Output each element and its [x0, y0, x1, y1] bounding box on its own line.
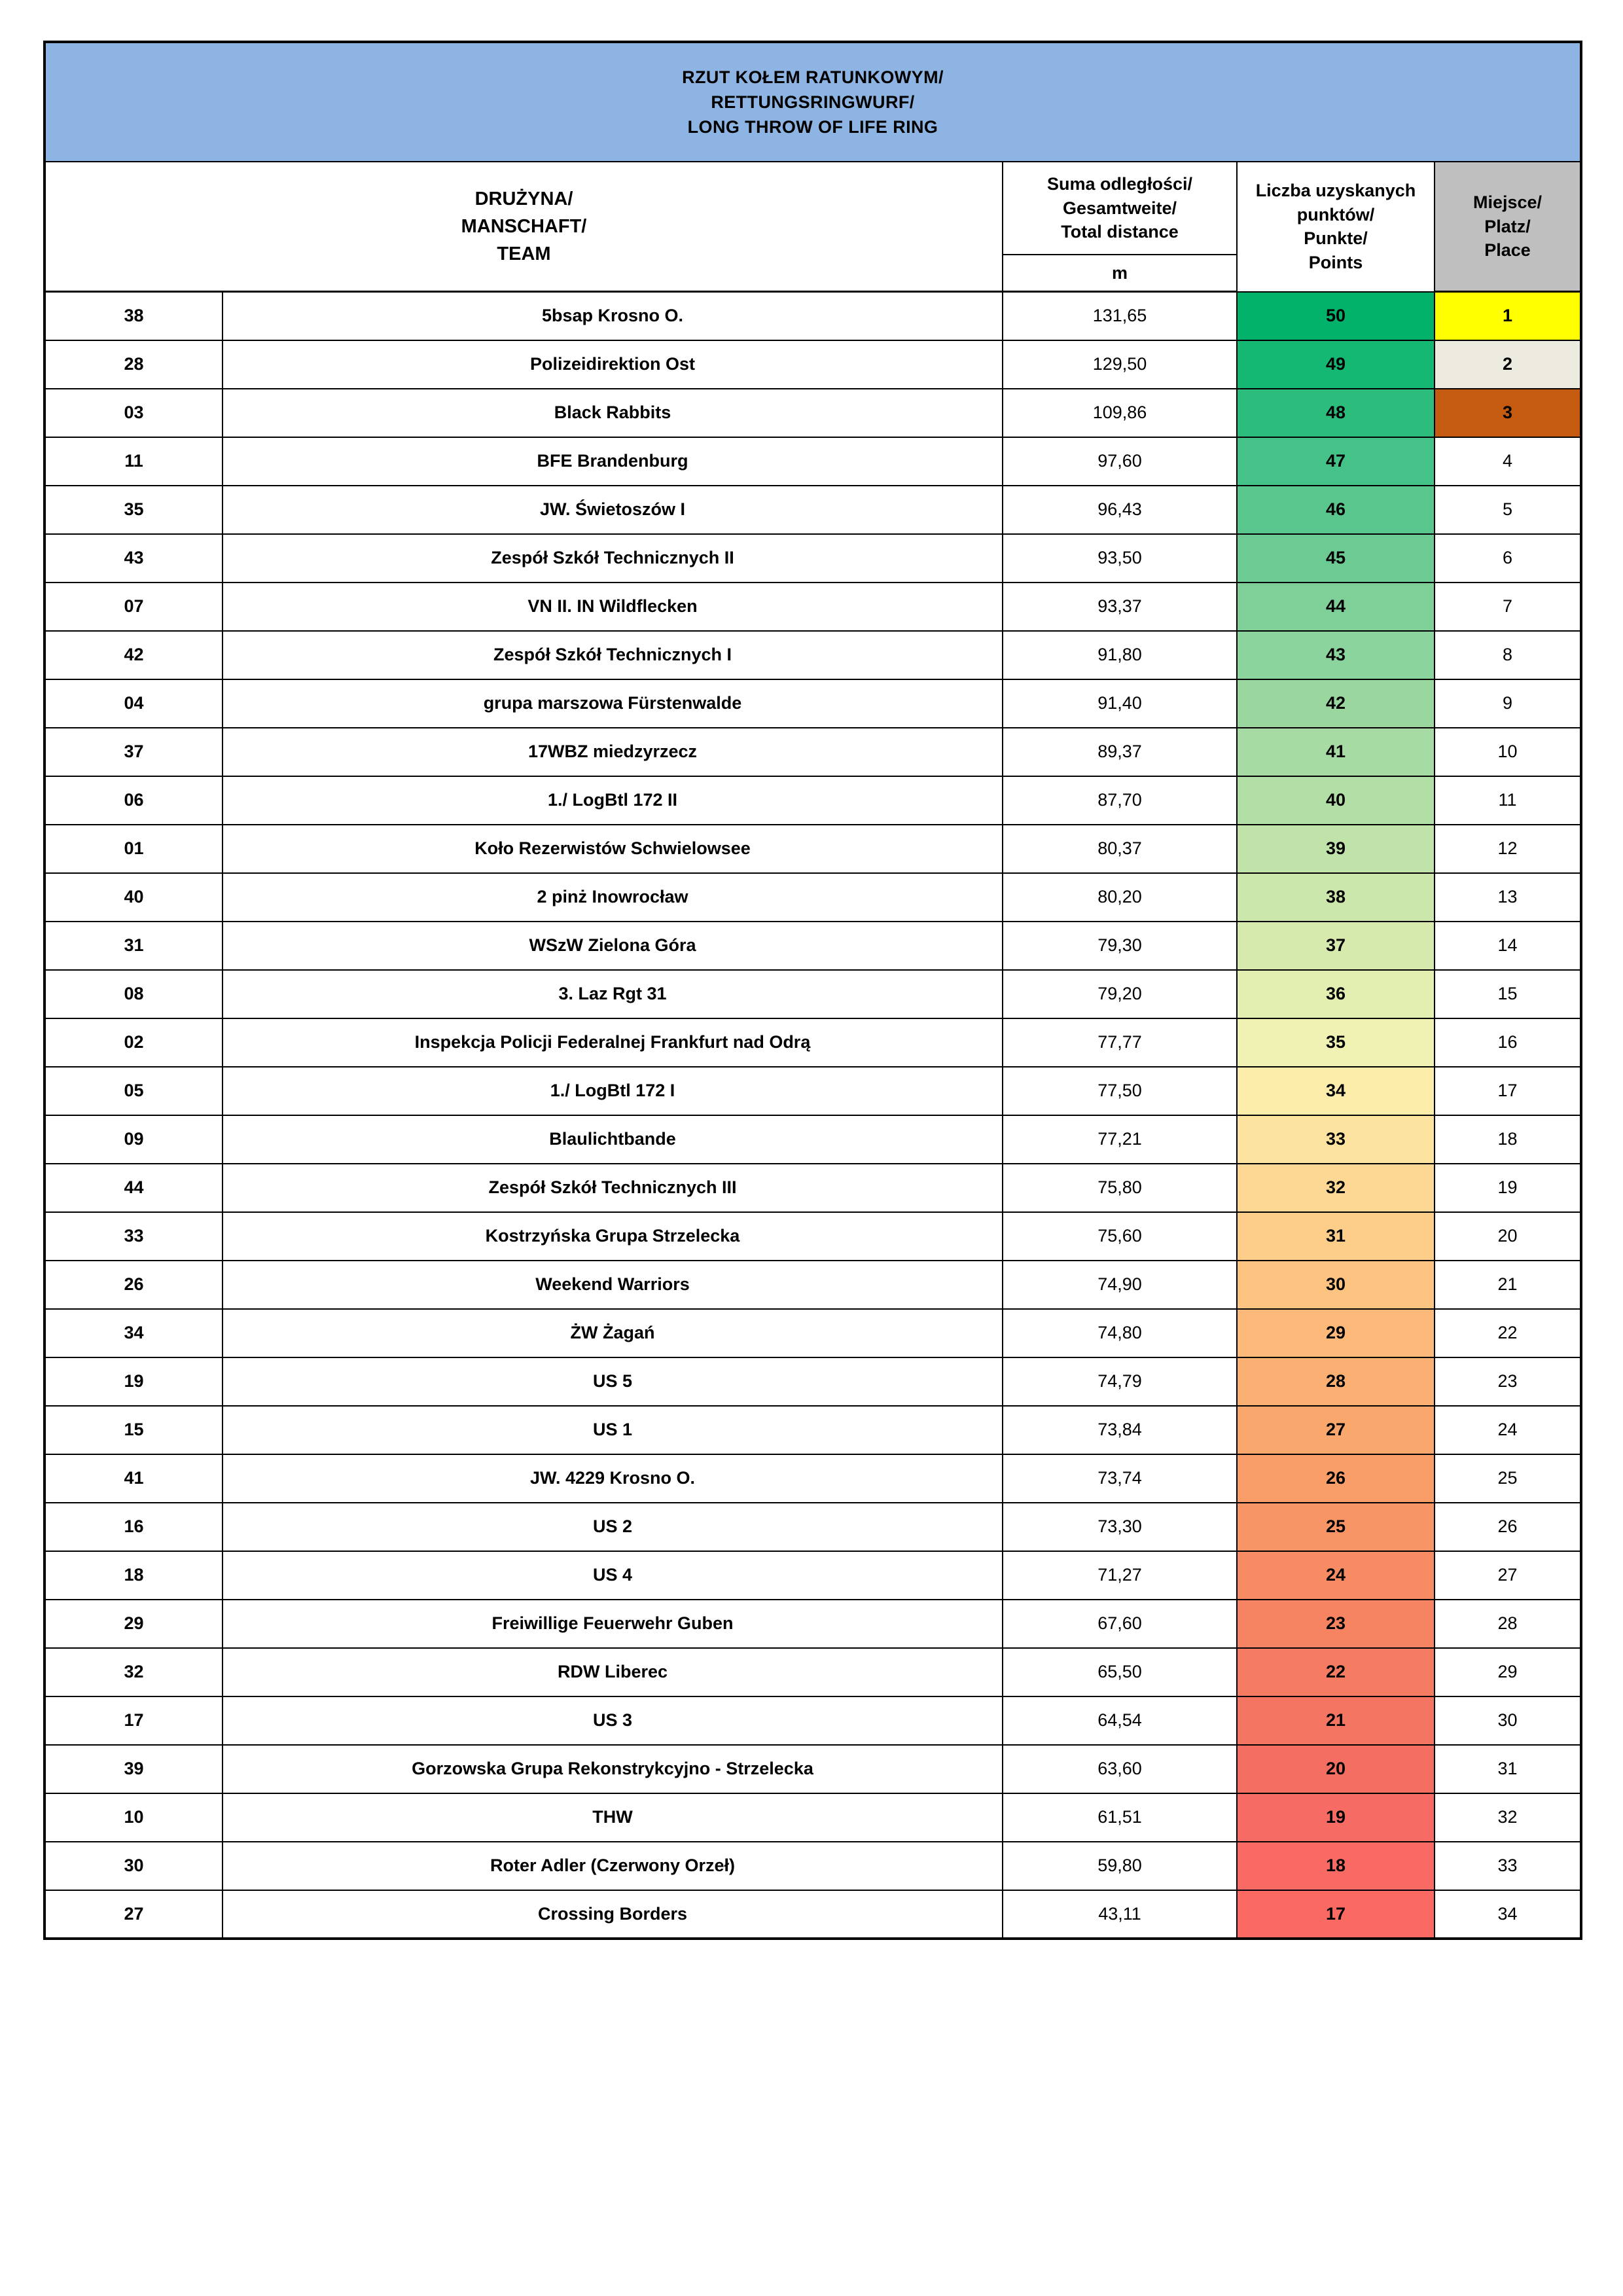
table-row: [45, 1503, 1581, 1551]
row-team-name: 1./ LogBtl 172 II: [223, 776, 1003, 825]
row-total-distance: 109,86: [1003, 389, 1237, 437]
table-row: [45, 1842, 1581, 1890]
row-points: 32: [1237, 1164, 1435, 1212]
row-place: 19: [1435, 1164, 1581, 1212]
row-number: 10: [45, 1793, 223, 1842]
row-total-distance: 61,51: [1003, 1793, 1237, 1842]
header-distance-pl: Suma odległości/: [1046, 174, 1193, 194]
table-row: [45, 1115, 1581, 1164]
row-points: 39: [1237, 825, 1435, 873]
row-total-distance: 64,54: [1003, 1696, 1237, 1745]
row-points: 27: [1237, 1406, 1435, 1454]
row-number: 16: [45, 1503, 223, 1551]
row-number: 29: [45, 1600, 223, 1648]
table-row: [45, 1890, 1581, 1939]
row-number: 04: [45, 679, 223, 728]
row-total-distance: 73,30: [1003, 1503, 1237, 1551]
row-place: 20: [1435, 1212, 1581, 1261]
row-place: 26: [1435, 1503, 1581, 1551]
row-number: 34: [45, 1309, 223, 1357]
row-total-distance: 75,60: [1003, 1212, 1237, 1261]
row-total-distance: 77,50: [1003, 1067, 1237, 1115]
row-total-distance: 65,50: [1003, 1648, 1237, 1696]
row-team-name: grupa marszowa Fürstenwalde: [223, 679, 1003, 728]
row-place: 1: [1435, 292, 1581, 340]
header-place-en: Place: [1484, 240, 1531, 260]
header-team: [45, 162, 1003, 292]
row-number: 11: [45, 437, 223, 486]
row-number: 40: [45, 873, 223, 922]
row-number: 15: [45, 1406, 223, 1454]
row-total-distance: 80,20: [1003, 873, 1237, 922]
row-team-name: US 5: [223, 1357, 1003, 1406]
table-row: [45, 1454, 1581, 1503]
table-row: [45, 1067, 1581, 1115]
row-total-distance: 74,79: [1003, 1357, 1237, 1406]
row-place: 24: [1435, 1406, 1581, 1454]
row-number: 28: [45, 340, 223, 389]
title-line-de: RETTUNGSRINGWURF/: [711, 92, 915, 112]
table-row: [45, 1696, 1581, 1745]
row-team-name: Inspekcja Policji Federalnej Frankfurt nad Odrą: [223, 1018, 1003, 1067]
row-points: 30: [1237, 1261, 1435, 1309]
row-total-distance: 97,60: [1003, 437, 1237, 486]
row-team-name: Polizeidirektion Ost: [223, 340, 1003, 389]
row-total-distance: 93,37: [1003, 583, 1237, 631]
table-row: [45, 437, 1581, 486]
header-place-de: Platz/: [1484, 216, 1531, 236]
row-place: 28: [1435, 1600, 1581, 1648]
row-total-distance: 77,21: [1003, 1115, 1237, 1164]
row-number: 06: [45, 776, 223, 825]
header-team-en: TEAM: [497, 243, 551, 265]
row-place: 13: [1435, 873, 1581, 922]
row-team-name: Black Rabbits: [223, 389, 1003, 437]
row-place: 32: [1435, 1793, 1581, 1842]
table-row: [45, 534, 1581, 583]
row-points: 18: [1237, 1842, 1435, 1890]
row-number: 19: [45, 1357, 223, 1406]
row-team-name: JW. Świetoszów I: [223, 486, 1003, 534]
row-team-name: Zespół Szkół Technicznych III: [223, 1164, 1003, 1212]
row-points: 45: [1237, 534, 1435, 583]
header-distance-unit: m: [1003, 255, 1237, 292]
row-total-distance: 73,84: [1003, 1406, 1237, 1454]
header-points-de: Punkte/: [1304, 228, 1368, 249]
row-team-name: Zespół Szkół Technicznych II: [223, 534, 1003, 583]
row-points: 38: [1237, 873, 1435, 922]
row-points: 29: [1237, 1309, 1435, 1357]
header-distance-en: Total distance: [1061, 222, 1179, 242]
row-team-name: RDW Liberec: [223, 1648, 1003, 1696]
table-header: [45, 42, 1581, 292]
table-row: [45, 1018, 1581, 1067]
row-place: 3: [1435, 389, 1581, 437]
table-row: [45, 583, 1581, 631]
row-number: 37: [45, 728, 223, 776]
row-points: 24: [1237, 1551, 1435, 1600]
table-row: [45, 631, 1581, 679]
table-row: [45, 728, 1581, 776]
row-team-name: Kostrzyńska Grupa Strzelecka: [223, 1212, 1003, 1261]
table-row: [45, 1406, 1581, 1454]
row-number: 35: [45, 486, 223, 534]
row-place: 31: [1435, 1745, 1581, 1793]
row-points: 22: [1237, 1648, 1435, 1696]
header-team-pl: DRUŻYNA/: [474, 188, 573, 209]
row-number: 09: [45, 1115, 223, 1164]
results-table: [43, 41, 1582, 1940]
row-place: 11: [1435, 776, 1581, 825]
header-points-en: Points: [1308, 252, 1363, 272]
row-number: 08: [45, 970, 223, 1018]
table-body: [45, 292, 1581, 1939]
row-points: 48: [1237, 389, 1435, 437]
header-place-pl: Miejsce/: [1472, 192, 1543, 213]
row-team-name: Roter Adler (Czerwony Orzeł): [223, 1842, 1003, 1890]
row-number: 33: [45, 1212, 223, 1261]
row-team-name: Blaulichtbande: [223, 1115, 1003, 1164]
row-place: 5: [1435, 486, 1581, 534]
row-team-name: JW. 4229 Krosno O.: [223, 1454, 1003, 1503]
header-points-pl-2: punktów/: [1296, 204, 1375, 224]
row-total-distance: 93,50: [1003, 534, 1237, 583]
row-place: 8: [1435, 631, 1581, 679]
title-line-pl: RZUT KOŁEM RATUNKOWYM/: [682, 67, 944, 87]
table-row: [45, 1793, 1581, 1842]
row-number: 38: [45, 292, 223, 340]
row-team-name: US 1: [223, 1406, 1003, 1454]
row-total-distance: 43,11: [1003, 1890, 1237, 1939]
title-line-en: LONG THROW OF LIFE RING: [687, 117, 938, 137]
row-total-distance: 74,80: [1003, 1309, 1237, 1357]
table-row: [45, 679, 1581, 728]
row-place: 12: [1435, 825, 1581, 873]
row-number: 07: [45, 583, 223, 631]
row-points: 46: [1237, 486, 1435, 534]
row-place: 17: [1435, 1067, 1581, 1115]
row-number: 03: [45, 389, 223, 437]
row-total-distance: 91,40: [1003, 679, 1237, 728]
row-place: 23: [1435, 1357, 1581, 1406]
row-points: 43: [1237, 631, 1435, 679]
row-number: 32: [45, 1648, 223, 1696]
row-total-distance: 129,50: [1003, 340, 1237, 389]
row-team-name: VN II. IN Wildflecken: [223, 583, 1003, 631]
row-team-name: Zespół Szkół Technicznych I: [223, 631, 1003, 679]
table-row: [45, 1648, 1581, 1696]
row-total-distance: 67,60: [1003, 1600, 1237, 1648]
row-team-name: US 3: [223, 1696, 1003, 1745]
row-place: 6: [1435, 534, 1581, 583]
row-number: 44: [45, 1164, 223, 1212]
row-team-name: THW: [223, 1793, 1003, 1842]
header-points: [1237, 162, 1435, 292]
table-row: [45, 1261, 1581, 1309]
row-place: 27: [1435, 1551, 1581, 1600]
row-total-distance: 79,20: [1003, 970, 1237, 1018]
row-points: 50: [1237, 292, 1435, 340]
row-number: 42: [45, 631, 223, 679]
row-team-name: 1./ LogBtl 172 I: [223, 1067, 1003, 1115]
row-points: 17: [1237, 1890, 1435, 1939]
row-total-distance: 74,90: [1003, 1261, 1237, 1309]
row-team-name: 17WBZ miedzyrzecz: [223, 728, 1003, 776]
table-row: [45, 340, 1581, 389]
row-place: 18: [1435, 1115, 1581, 1164]
header-place: [1435, 162, 1581, 292]
row-team-name: Gorzowska Grupa Rekonstrykcyjno - Strzelecka: [223, 1745, 1003, 1793]
row-team-name: 2 pinż Inowrocław: [223, 873, 1003, 922]
row-number: 26: [45, 1261, 223, 1309]
row-total-distance: 59,80: [1003, 1842, 1237, 1890]
row-place: 10: [1435, 728, 1581, 776]
row-place: 15: [1435, 970, 1581, 1018]
table-row: [45, 1309, 1581, 1357]
row-place: 2: [1435, 340, 1581, 389]
header-points-pl-1: Liczba uzyskanych: [1255, 181, 1416, 201]
row-points: 49: [1237, 340, 1435, 389]
row-points: 40: [1237, 776, 1435, 825]
row-place: 33: [1435, 1842, 1581, 1890]
row-points: 25: [1237, 1503, 1435, 1551]
row-points: 21: [1237, 1696, 1435, 1745]
row-number: 18: [45, 1551, 223, 1600]
row-points: 20: [1237, 1745, 1435, 1793]
row-place: 21: [1435, 1261, 1581, 1309]
row-points: 31: [1237, 1212, 1435, 1261]
row-place: 29: [1435, 1648, 1581, 1696]
row-number: 31: [45, 922, 223, 970]
table-row: [45, 486, 1581, 534]
row-points: 34: [1237, 1067, 1435, 1115]
row-points: 36: [1237, 970, 1435, 1018]
row-number: 17: [45, 1696, 223, 1745]
row-number: 41: [45, 1454, 223, 1503]
row-place: 30: [1435, 1696, 1581, 1745]
row-points: 23: [1237, 1600, 1435, 1648]
table-row: [45, 922, 1581, 970]
row-number: 30: [45, 1842, 223, 1890]
table-row: [45, 389, 1581, 437]
row-number: 01: [45, 825, 223, 873]
row-points: 33: [1237, 1115, 1435, 1164]
row-total-distance: 77,77: [1003, 1018, 1237, 1067]
row-total-distance: 131,65: [1003, 292, 1237, 340]
table-row: [45, 1551, 1581, 1600]
row-points: 44: [1237, 583, 1435, 631]
row-total-distance: 79,30: [1003, 922, 1237, 970]
row-number: 39: [45, 1745, 223, 1793]
row-place: 4: [1435, 437, 1581, 486]
table-row: [45, 1745, 1581, 1793]
row-total-distance: 80,37: [1003, 825, 1237, 873]
row-points: 42: [1237, 679, 1435, 728]
row-number: 05: [45, 1067, 223, 1115]
row-place: 25: [1435, 1454, 1581, 1503]
table-row: [45, 1212, 1581, 1261]
row-total-distance: 63,60: [1003, 1745, 1237, 1793]
row-points: 26: [1237, 1454, 1435, 1503]
row-team-name: WSzW Zielona Góra: [223, 922, 1003, 970]
table-row: [45, 1357, 1581, 1406]
row-team-name: Weekend Warriors: [223, 1261, 1003, 1309]
table-row: [45, 292, 1581, 340]
row-team-name: ŻW Żagań: [223, 1309, 1003, 1357]
row-team-name: US 4: [223, 1551, 1003, 1600]
row-place: 9: [1435, 679, 1581, 728]
row-points: 19: [1237, 1793, 1435, 1842]
row-number: 02: [45, 1018, 223, 1067]
row-team-name: BFE Brandenburg: [223, 437, 1003, 486]
row-team-name: US 2: [223, 1503, 1003, 1551]
table-row: [45, 776, 1581, 825]
competition-title: [45, 42, 1581, 162]
row-team-name: Crossing Borders: [223, 1890, 1003, 1939]
row-total-distance: 71,27: [1003, 1551, 1237, 1600]
row-place: 34: [1435, 1890, 1581, 1939]
row-place: 22: [1435, 1309, 1581, 1357]
row-points: 37: [1237, 922, 1435, 970]
row-total-distance: 73,74: [1003, 1454, 1237, 1503]
title-row: [45, 42, 1581, 162]
row-team-name: 5bsap Krosno O.: [223, 292, 1003, 340]
row-points: 35: [1237, 1018, 1435, 1067]
row-number: 43: [45, 534, 223, 583]
row-points: 28: [1237, 1357, 1435, 1406]
header-row: [45, 162, 1581, 255]
row-team-name: Koło Rezerwistów Schwielowsee: [223, 825, 1003, 873]
row-place: 14: [1435, 922, 1581, 970]
row-place: 7: [1435, 583, 1581, 631]
row-number: 27: [45, 1890, 223, 1939]
row-team-name: Freiwillige Feuerwehr Guben: [223, 1600, 1003, 1648]
header-distance: [1003, 162, 1237, 255]
row-total-distance: 91,80: [1003, 631, 1237, 679]
header-team-de: MANSCHAFT/: [461, 215, 587, 237]
row-points: 47: [1237, 437, 1435, 486]
header-distance-de: Gesamtweite/: [1062, 198, 1177, 218]
row-place: 16: [1435, 1018, 1581, 1067]
row-total-distance: 75,80: [1003, 1164, 1237, 1212]
row-points: 41: [1237, 728, 1435, 776]
table-row: [45, 970, 1581, 1018]
table-row: [45, 825, 1581, 873]
table-row: [45, 1600, 1581, 1648]
row-total-distance: 96,43: [1003, 486, 1237, 534]
table-row: [45, 1164, 1581, 1212]
table-row: [45, 873, 1581, 922]
row-total-distance: 89,37: [1003, 728, 1237, 776]
row-total-distance: 87,70: [1003, 776, 1237, 825]
row-team-name: 3. Laz Rgt 31: [223, 970, 1003, 1018]
